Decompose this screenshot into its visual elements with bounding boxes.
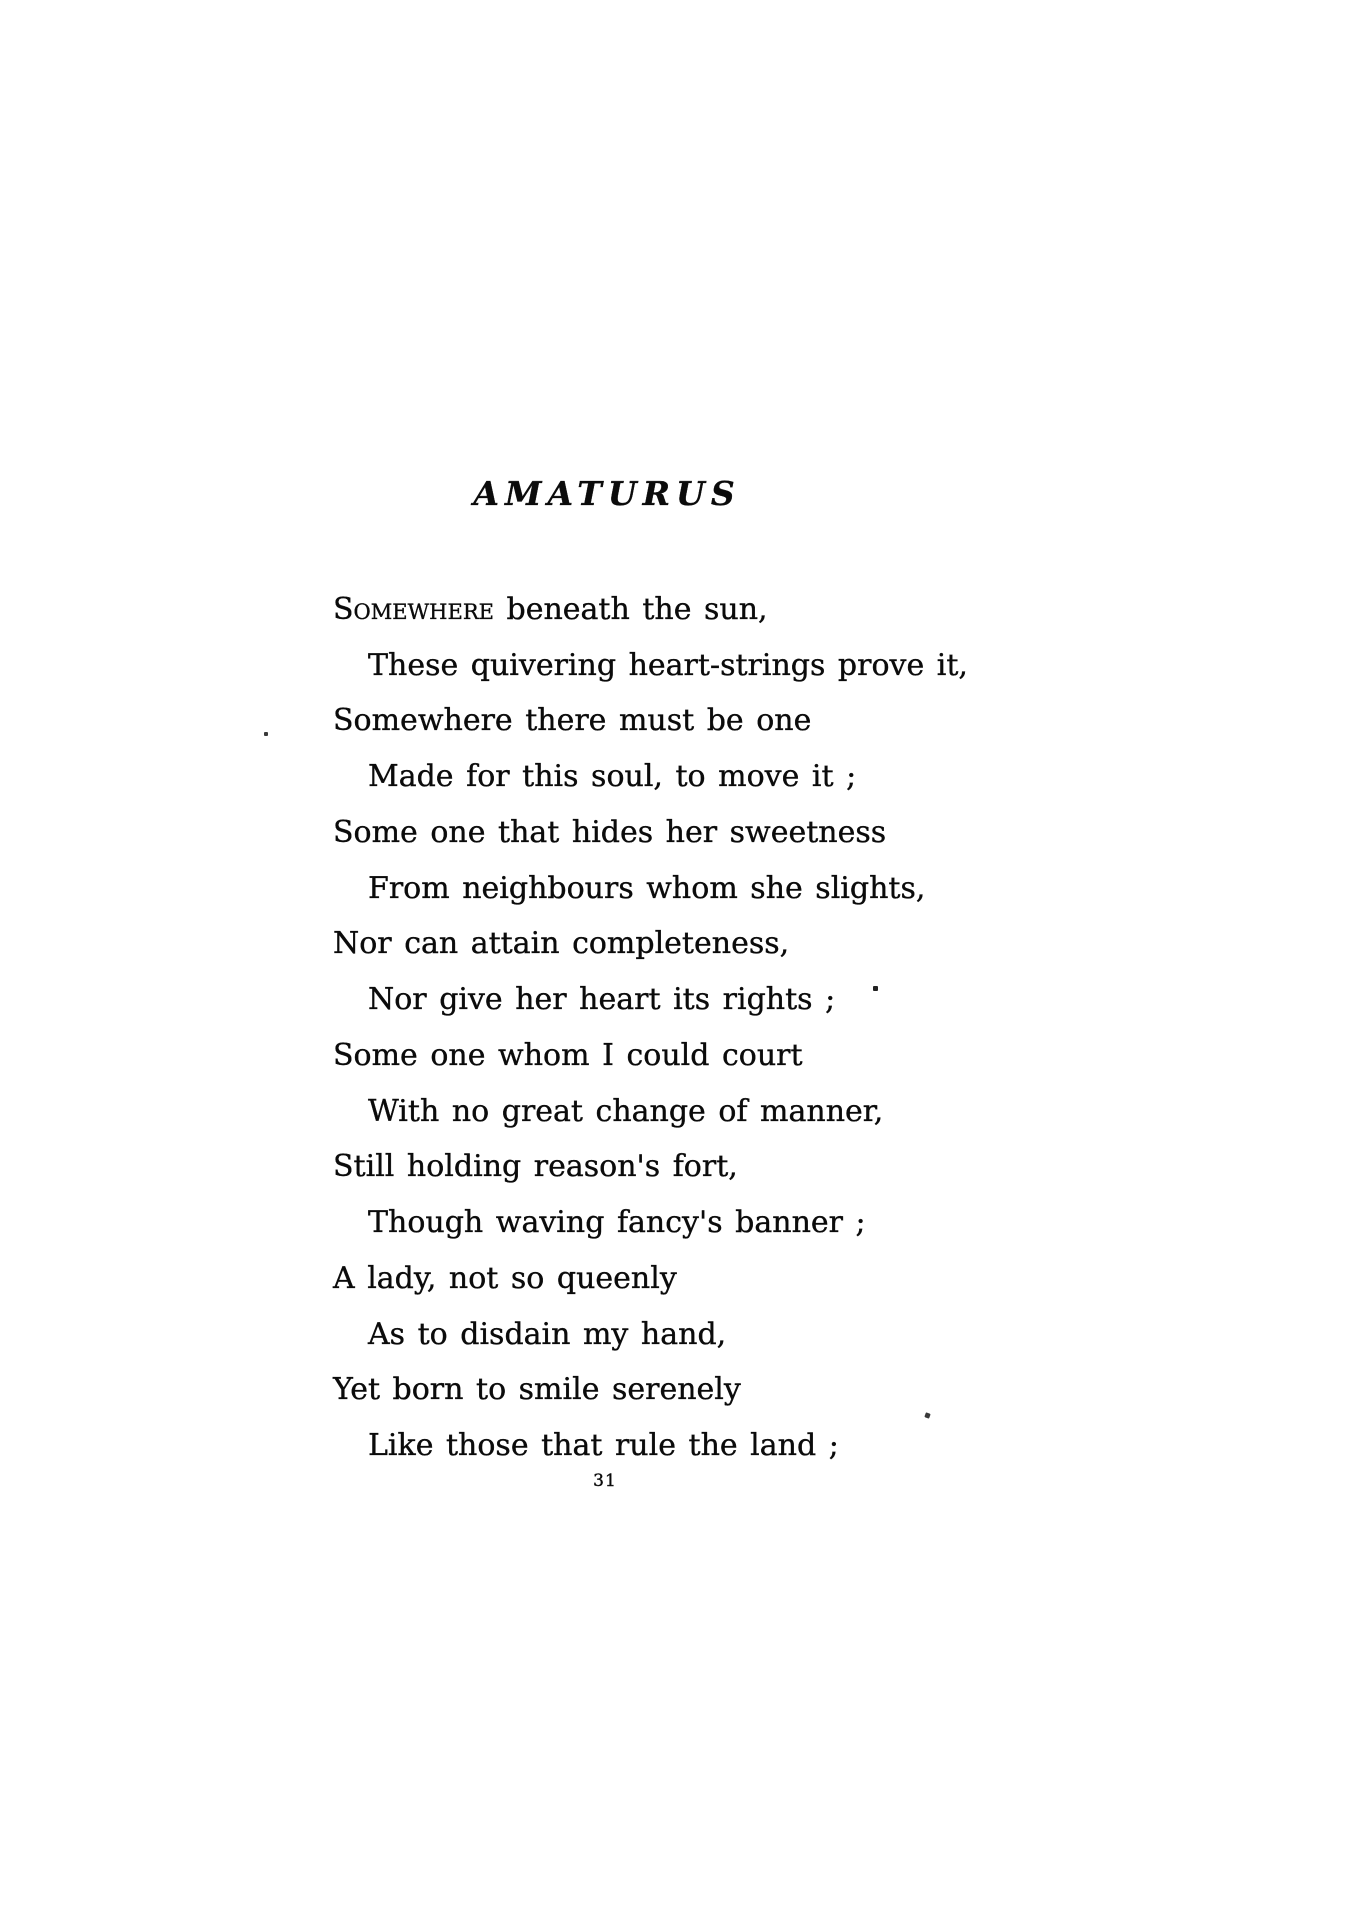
poem-line — [333, 582, 968, 638]
poem-line: Like those that rule the land ; — [368, 1428, 839, 1464]
poem-line: Nor give her heart its rights ; — [368, 982, 836, 1018]
poem-line: Somewhere there must be one — [333, 703, 812, 739]
poem-line: Yet born to smile serenely — [333, 1372, 741, 1408]
poem-line: A lady, not so queenly — [333, 1260, 677, 1296]
poem-line: With no great change of manner, — [368, 1093, 884, 1129]
poem-line: Some one that hides her sweetness — [333, 814, 887, 850]
poem-line: Some one whom I could court — [333, 1037, 803, 1073]
poem-line: Made for this soul, to move it ; — [368, 759, 857, 795]
page-number: 31 — [593, 1471, 617, 1491]
poem-line: From neighbours whom she slights, — [368, 870, 926, 906]
scan-speck — [873, 986, 878, 991]
poem-line-text: beneath the sun, — [493, 592, 768, 627]
poem-line: As to disdain my hand, — [368, 1316, 727, 1352]
poem-line: Still holding reason's fort, — [333, 1149, 738, 1185]
poem-line: These quivering heart-strings prove it, — [368, 647, 968, 683]
page-title: AMATURUS — [473, 474, 741, 513]
poem-body — [333, 582, 968, 1474]
poem-line: Though waving fancy's banner ; — [368, 1205, 866, 1241]
scan-speck — [264, 732, 268, 736]
poem-line: Nor can attain completeness, — [333, 926, 790, 962]
lead-word-smallcaps: Somewhere — [333, 592, 494, 627]
